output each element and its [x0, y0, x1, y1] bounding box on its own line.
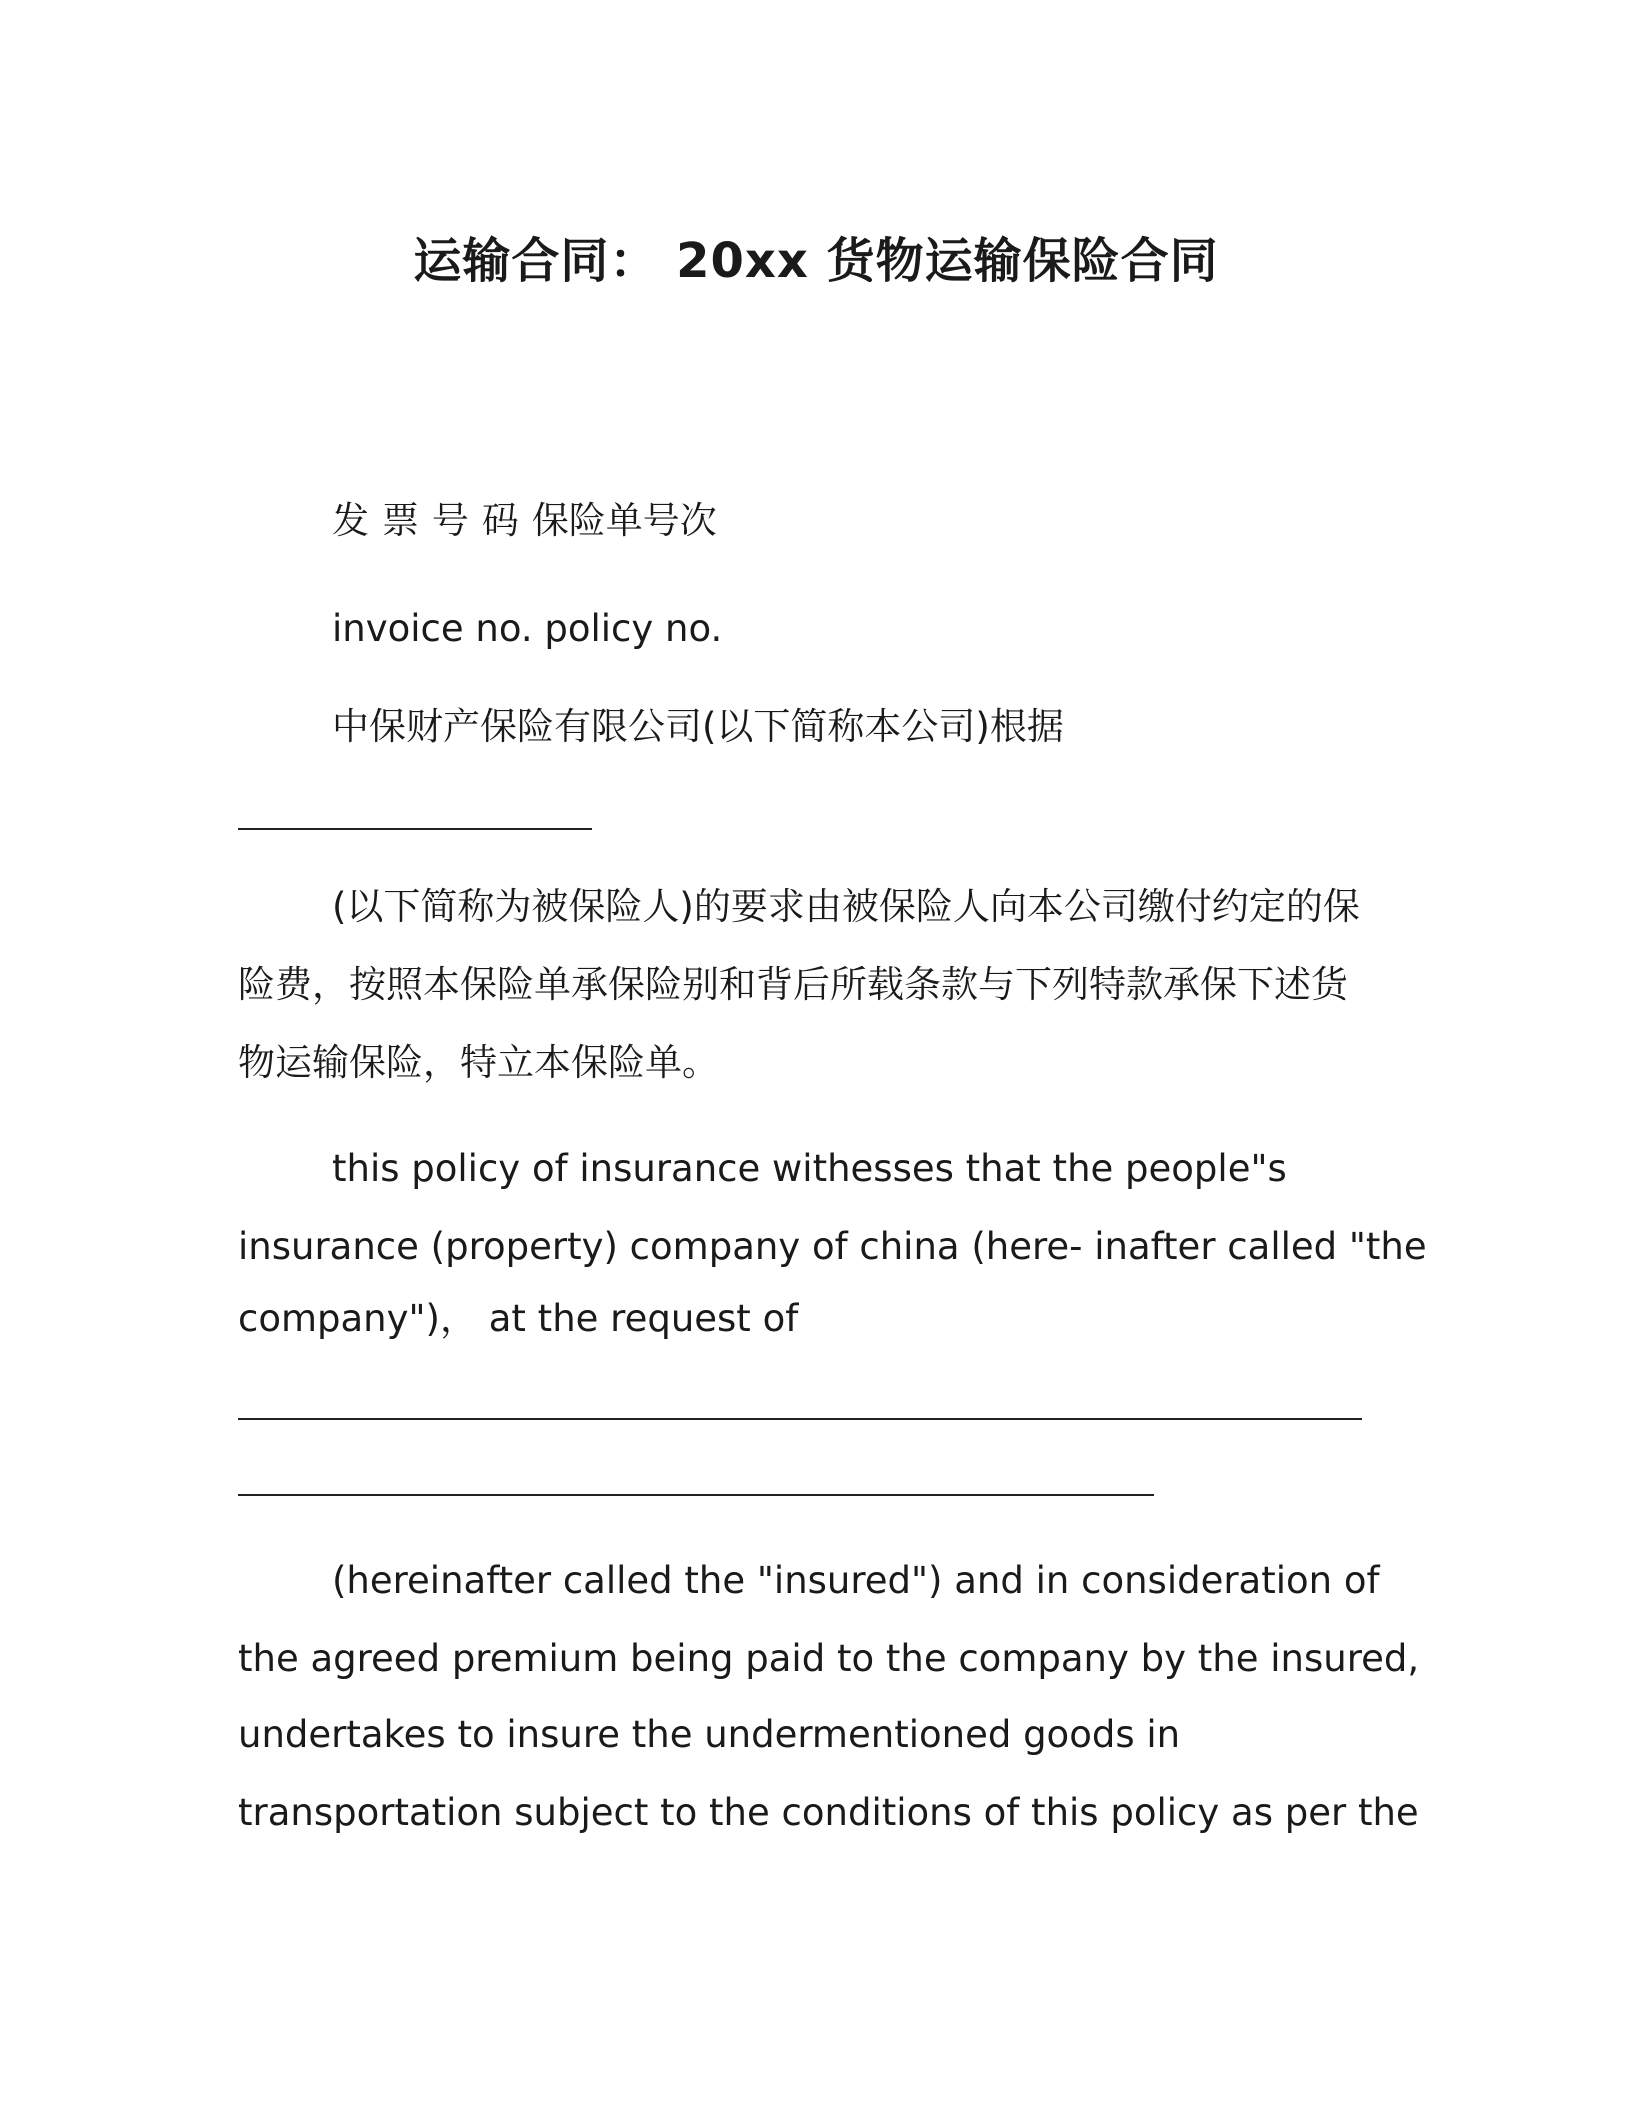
policy-number-label-cn: 保险单号次	[531, 499, 717, 542]
field-labels-chinese	[332, 499, 717, 542]
field-labels-english: invoice no. policy no.	[332, 607, 723, 650]
para-cn-line-2: 险费，按照本保险单承保险别和背后所载条款与下列特款承保下述货	[238, 963, 1348, 1006]
blank-underline-insured-name	[238, 828, 592, 830]
para-en1-line-1: this policy of insurance withesses that the people"s	[332, 1147, 1287, 1190]
invoice-number-label-cn: 发票号码	[332, 499, 532, 542]
blank-underline-request-2	[238, 1494, 1154, 1496]
para-cn-line-3: 物运输保险，特立本保险单。	[238, 1041, 719, 1084]
company-intro-line: 中保财产保险有限公司(以下简称本公司)根据	[332, 705, 1064, 748]
para-en2-line-1: (hereinafter called the "insured") and in consideration of	[332, 1559, 1380, 1602]
para-cn-line-1: (以下简称为被保险人)的要求由被保险人向本公司缴付约定的保	[332, 885, 1360, 928]
para-en1-line-3: company")， at the request of	[238, 1297, 799, 1340]
para-en2-line-2: the agreed premium being paid to the company by the insured,	[238, 1637, 1420, 1680]
blank-underline-request-1	[238, 1418, 1362, 1420]
para-en2-line-4: transportation subject to the conditions of this policy as per the	[238, 1791, 1419, 1834]
para-en2-line-3: undertakes to insure the undermentioned goods in	[238, 1713, 1181, 1756]
para-en1-line-2: insurance (property) company of china (here- inafter called "the	[238, 1225, 1427, 1268]
document-title: 运输合同： 20xx 货物运输保险合同	[413, 233, 1219, 289]
